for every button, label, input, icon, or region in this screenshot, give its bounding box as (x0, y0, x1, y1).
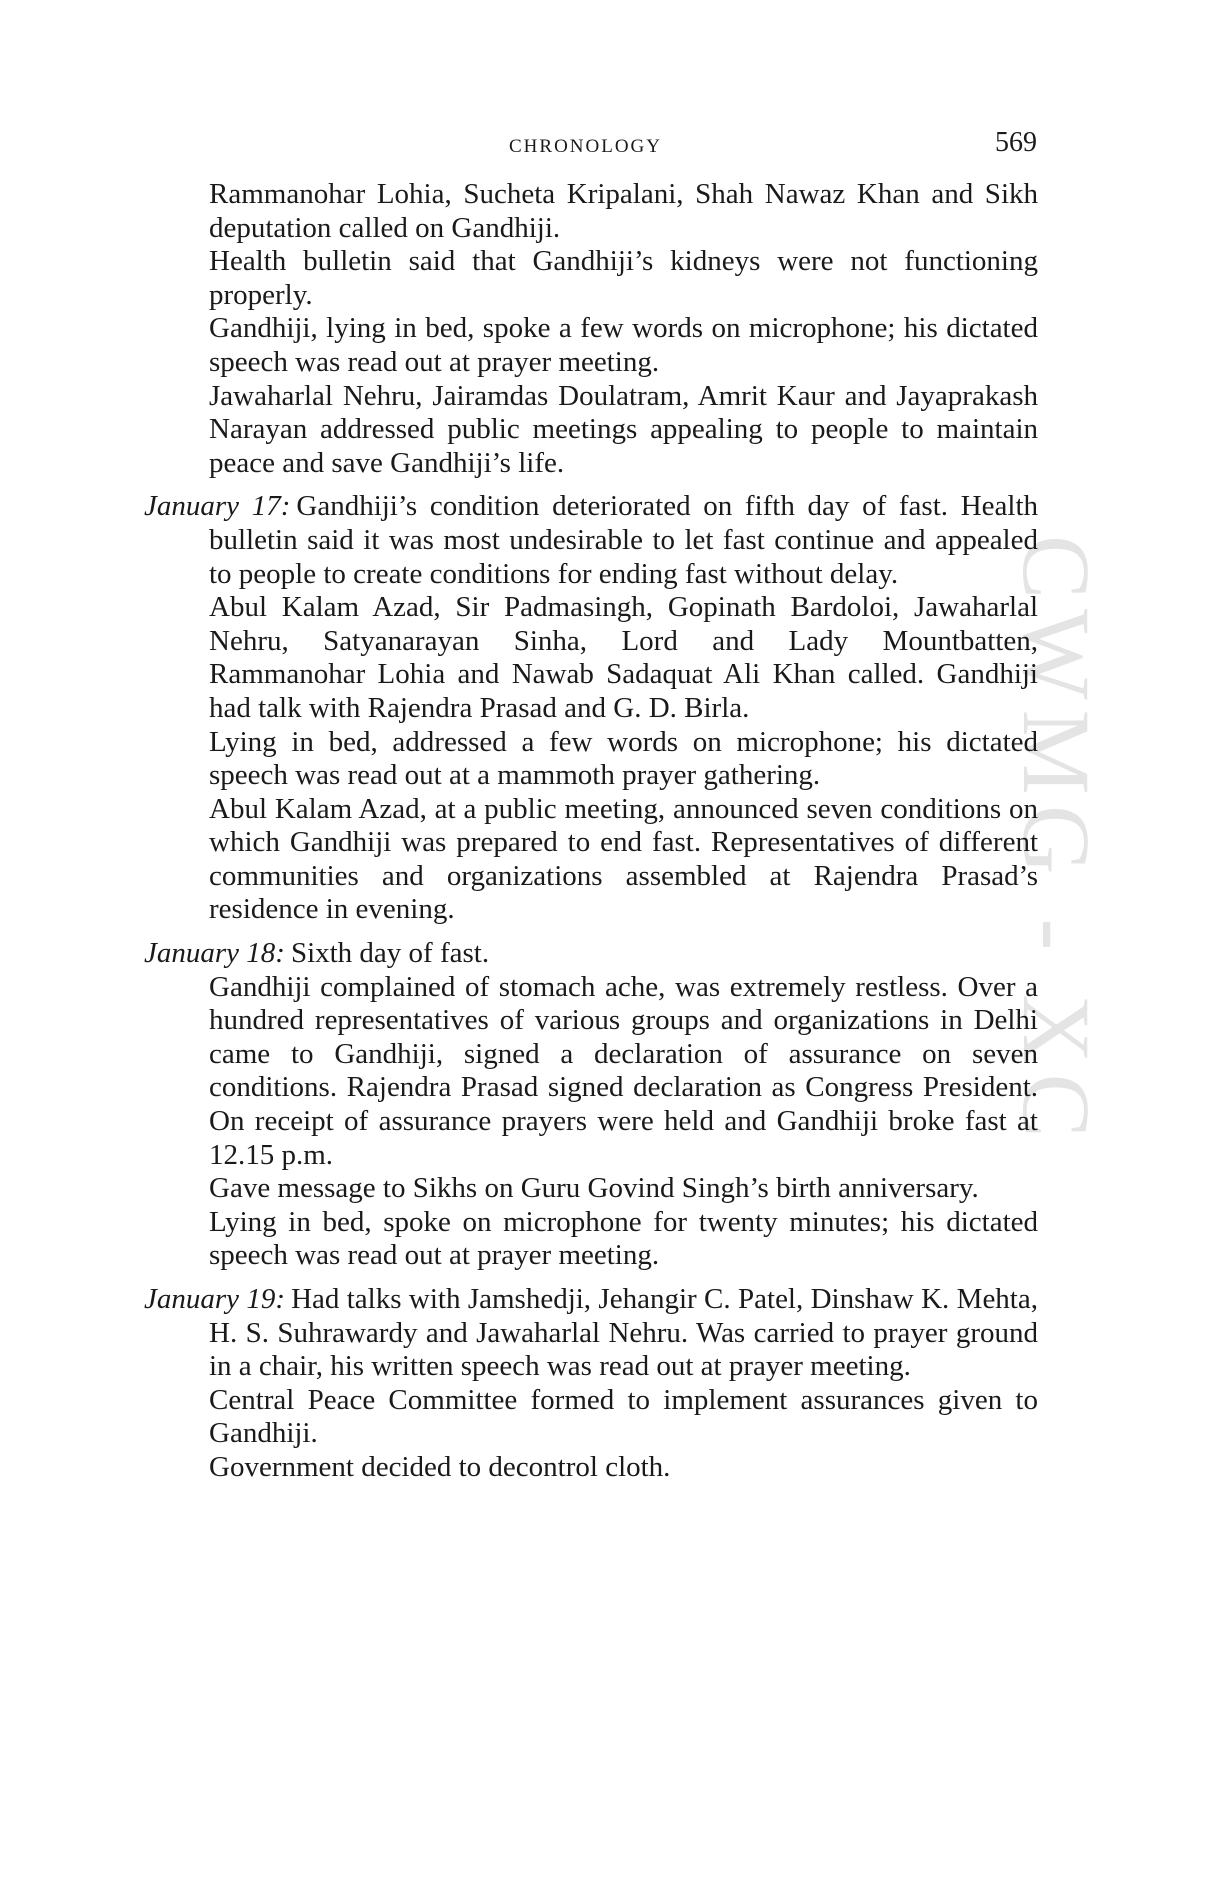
entry-paragraph: Government decided to decontrol cloth. (209, 1450, 671, 1483)
entry-paragraph: Lying in bed, addressed a few words on microphone; his dictated speech was read out at a mammoth prayer gathering. (209, 725, 1038, 792)
entry-paragraph: Rammanohar Lohia, Sucheta Kripalani, Shah Nawaz Khan and Sikh deputation called on Gandhiji. (209, 178, 1038, 244)
entry-paragraph: Gandhiji complained of stomach ache, was extremely restless. Over a hundred representatives of various groups and organizations in Delhi came to Gandhiji, signed a declaration of assurance on seven conditions. Rajendra Prasad signed declaration as Congress President. On receipt of assurance prayers were held and Gandhiji broke fast at 12.15 p.m. (209, 970, 1038, 1171)
chronology-entry-jan-18 (144, 937, 1038, 1273)
entry-body (144, 178, 1038, 480)
entry-date: January 18: (144, 937, 285, 970)
entry-paragraph: Gave message to Sikhs on Guru Govind Singh’s birth anniversary. (209, 1172, 979, 1205)
entry-date: January 17: (144, 490, 291, 523)
entry-paragraph: Had talks with Jamshedji, Jehangir C. Patel, Dinshaw K. Mehta, H. S. Suhrawardy and Jawaharlal Nehru. Was carried to prayer ground in a chair, his written speech was read out at prayer meeting. (209, 1283, 1038, 1383)
chronology-entry-continued (144, 178, 1038, 480)
entry-first-paragraph (144, 490, 1039, 591)
entry-body (144, 937, 1038, 1273)
entry-paragraph: Jawaharlal Nehru, Jairamdas Doulatram, Amrit Kaur and Jayaprakash Narayan addressed public meetings appealing to people to maintain peace and save Gandhiji’s life. (209, 379, 1038, 479)
running-head: CHRONOLOGY (509, 136, 662, 157)
chronology-entry-jan-19 (144, 1283, 1038, 1485)
entry-body (144, 490, 1038, 927)
chronology-entry-jan-17 (144, 490, 1038, 927)
entry-paragraph: Central Peace Committee formed to implement assurances given to Gandhiji. (209, 1383, 1038, 1450)
chronology-body (144, 178, 1038, 1495)
entry-paragraph: Sixth day of fast. (290, 937, 490, 970)
entry-body (144, 1283, 1038, 1485)
entry-paragraph: Health bulletin said that Gandhiji’s kidneys were not functioning properly. (209, 245, 1038, 311)
entry-date: January 19: (144, 1283, 286, 1315)
entry-paragraph: Abul Kalam Azad, at a public meeting, announced seven conditions on which Gandhiji was prepared to end fast. Representatives of different communities and organizations assembled at Rajendra Prasad’s residence in evening. (209, 792, 1038, 926)
entry-paragraph: Gandhiji’s condition deteriorated on fifth day of fast. Health bulletin said it was most undesirable to let fast continue and appealed to people to create conditions for ending fast without delay. (209, 490, 1039, 590)
entry-paragraph: Gandhiji, lying in bed, spoke a few words on microphone; his dictated speech was read out at prayer meeting. (209, 312, 1038, 378)
watermark: CWMG - XC (1003, 535, 1110, 1148)
entry-paragraph: Abul Kalam Azad, Sir Padmasingh, Gopinath Bardoloi, Jawaharlal Nehru, Satyanarayan Sinha, Lord and Lady Mountbatten, Rammanohar Lohia and Nawab Sadaquat Ali Khan called. Gandhiji had talk with Rajendra Prasad and G. D. Birla. (209, 591, 1038, 724)
page-number: 569 (995, 127, 1037, 158)
entry-paragraph: Lying in bed, spoke on microphone for twenty minutes; his dictated speech was read out at prayer meeting. (209, 1205, 1038, 1272)
entry-first-paragraph (144, 937, 1038, 971)
entry-first-paragraph (144, 1283, 1038, 1384)
